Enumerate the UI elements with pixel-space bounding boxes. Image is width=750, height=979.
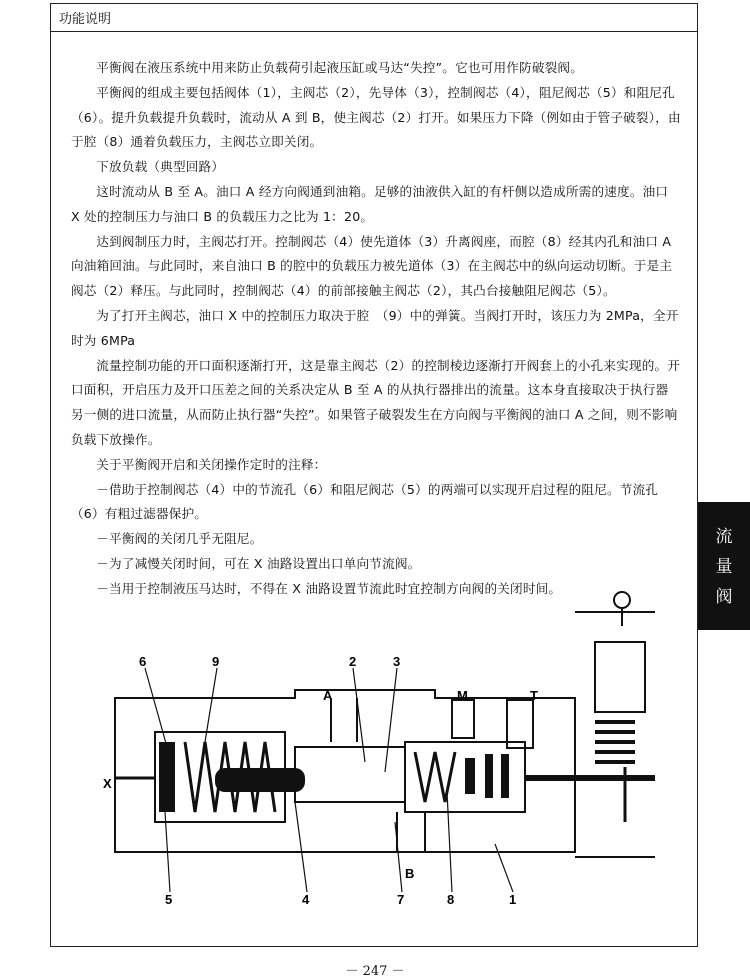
side-tab-char-2: 量 bbox=[715, 557, 733, 577]
valve-cross-section-diagram bbox=[95, 582, 655, 912]
list-item-motor-control: －当用于控制液压马达时，不得在 X 油路设置节流此时宜控制方向阀的关闭时间。 bbox=[96, 580, 562, 596]
paragraph-flow-control: 流量控制功能的开口面积逐渐打开，这是靠主阀芯（2）的控制棱边逐渐打开阀套上的小孔来实现的。开口面积，开启压力及开口压差之间的关系决定从 B 至 A 的从执行器排出的流量。这本身直接取决于执行器另一侧的进口流量，从而防止执行器“失控”。如果管子破裂发生在方向阀与平衡阀的油口 A 之间，则不影响负载下放操作。 bbox=[71, 357, 681, 447]
damping-spool bbox=[159, 742, 175, 812]
pilot-cap bbox=[595, 642, 645, 712]
paragraph-timing-note: 关于平衡阀开启和关闭操作定时的注释： bbox=[96, 456, 327, 472]
paragraph-flow-b-to-a: 这时流动从 B 至 A。油口 A 经方向阀通到油箱。足够的油液供入缸的有杆侧以造成所需的速度。油口 X 处的控制压力与油口 B 的负载压力之比为 1：20。 bbox=[71, 183, 669, 224]
callout-3: 3 bbox=[393, 654, 401, 669]
callout-5: 5 bbox=[165, 892, 173, 907]
spring-9 bbox=[185, 742, 275, 812]
port-label-x: X bbox=[103, 776, 112, 791]
list-item-closing: －平衡阀的关闭几乎无阻尼。 bbox=[96, 531, 263, 547]
port-label-t: T bbox=[530, 688, 538, 703]
paragraph-intro: 平衡阀在液压系统中用来防止负载荷引起液压缸或马达“失控”。它也可用作防破裂阀。 bbox=[96, 60, 584, 75]
paragraph-spring-pressure: 为了打开主阀芯，油口 X 中的控制压力取决于腔 （9）中的弹簧。当阀打开时，该压力为 2MPa，全开时为 6MPa bbox=[71, 307, 679, 348]
chapter-side-tab bbox=[698, 502, 750, 630]
side-tab-char-1: 流 bbox=[715, 527, 733, 547]
pilot-housing bbox=[575, 612, 655, 857]
callout-4: 4 bbox=[302, 892, 310, 907]
callout-1: 1 bbox=[509, 892, 517, 907]
paragraph-subheading-lowering: 下放负载（典型回路） bbox=[96, 159, 225, 175]
port-label-a: A bbox=[323, 688, 333, 703]
page-number: － 247 － bbox=[345, 964, 405, 979]
side-tab-char-3: 阀 bbox=[715, 587, 733, 607]
list-item-damping: －借助于控制阀芯（4）中的节流孔（6）和阻尼阀芯（5）的两端可以实现开启过程的阻尼。节流孔（6）有粗过滤器保护。 bbox=[71, 481, 659, 522]
list-item-slow-closing: －为了减慢关闭时间，可在 X 油路设置出口单向节流阀。 bbox=[96, 555, 421, 571]
callout-7: 7 bbox=[397, 892, 405, 907]
header-bar bbox=[51, 4, 697, 32]
body-text bbox=[71, 56, 681, 602]
section-title: 功能说明 bbox=[59, 12, 112, 27]
paragraph-control-pressure: 达到阀制压力时，主阀芯打开。控制阀芯（4）使先道体（3）升离阀座，而腔（8）经其内孔和油口 A 向油箱回油。与此同时，来自油口 B 的腔中的负载压力被先道体（3）在主阀芯中的纵向运动切断。于是主阀芯（2）释压。与此同时，控制阀芯（4）的前部接触主阀芯（2），其凸台接触阻尼阀芯（5）。 bbox=[71, 233, 673, 299]
spring-8 bbox=[415, 752, 455, 802]
port-t-channel bbox=[507, 700, 533, 748]
callout-8: 8 bbox=[447, 892, 455, 907]
callout-2: 2 bbox=[349, 654, 357, 669]
port-label-b: B bbox=[405, 866, 415, 881]
callout-6: 6 bbox=[139, 654, 147, 669]
callout-9: 9 bbox=[212, 654, 220, 669]
port-m-channel bbox=[452, 700, 474, 738]
port-label-m: M bbox=[457, 688, 468, 703]
paragraph-composition: 平衡阀的组成主要包括阀体（1），主阀芯（2），先导体（3），控制阀芯（4），阻尼阀芯（5）和阻尼孔（6）。提升负载提升负载时，流动从 A 到 B，使主阀芯（2）打开。如果压力下降（例如由于管子破裂），由于腔（8）通着负载压力，主阀芯立即关闭。 bbox=[71, 84, 681, 150]
gauge-icon bbox=[614, 592, 630, 608]
main-spool-bore bbox=[295, 747, 405, 802]
